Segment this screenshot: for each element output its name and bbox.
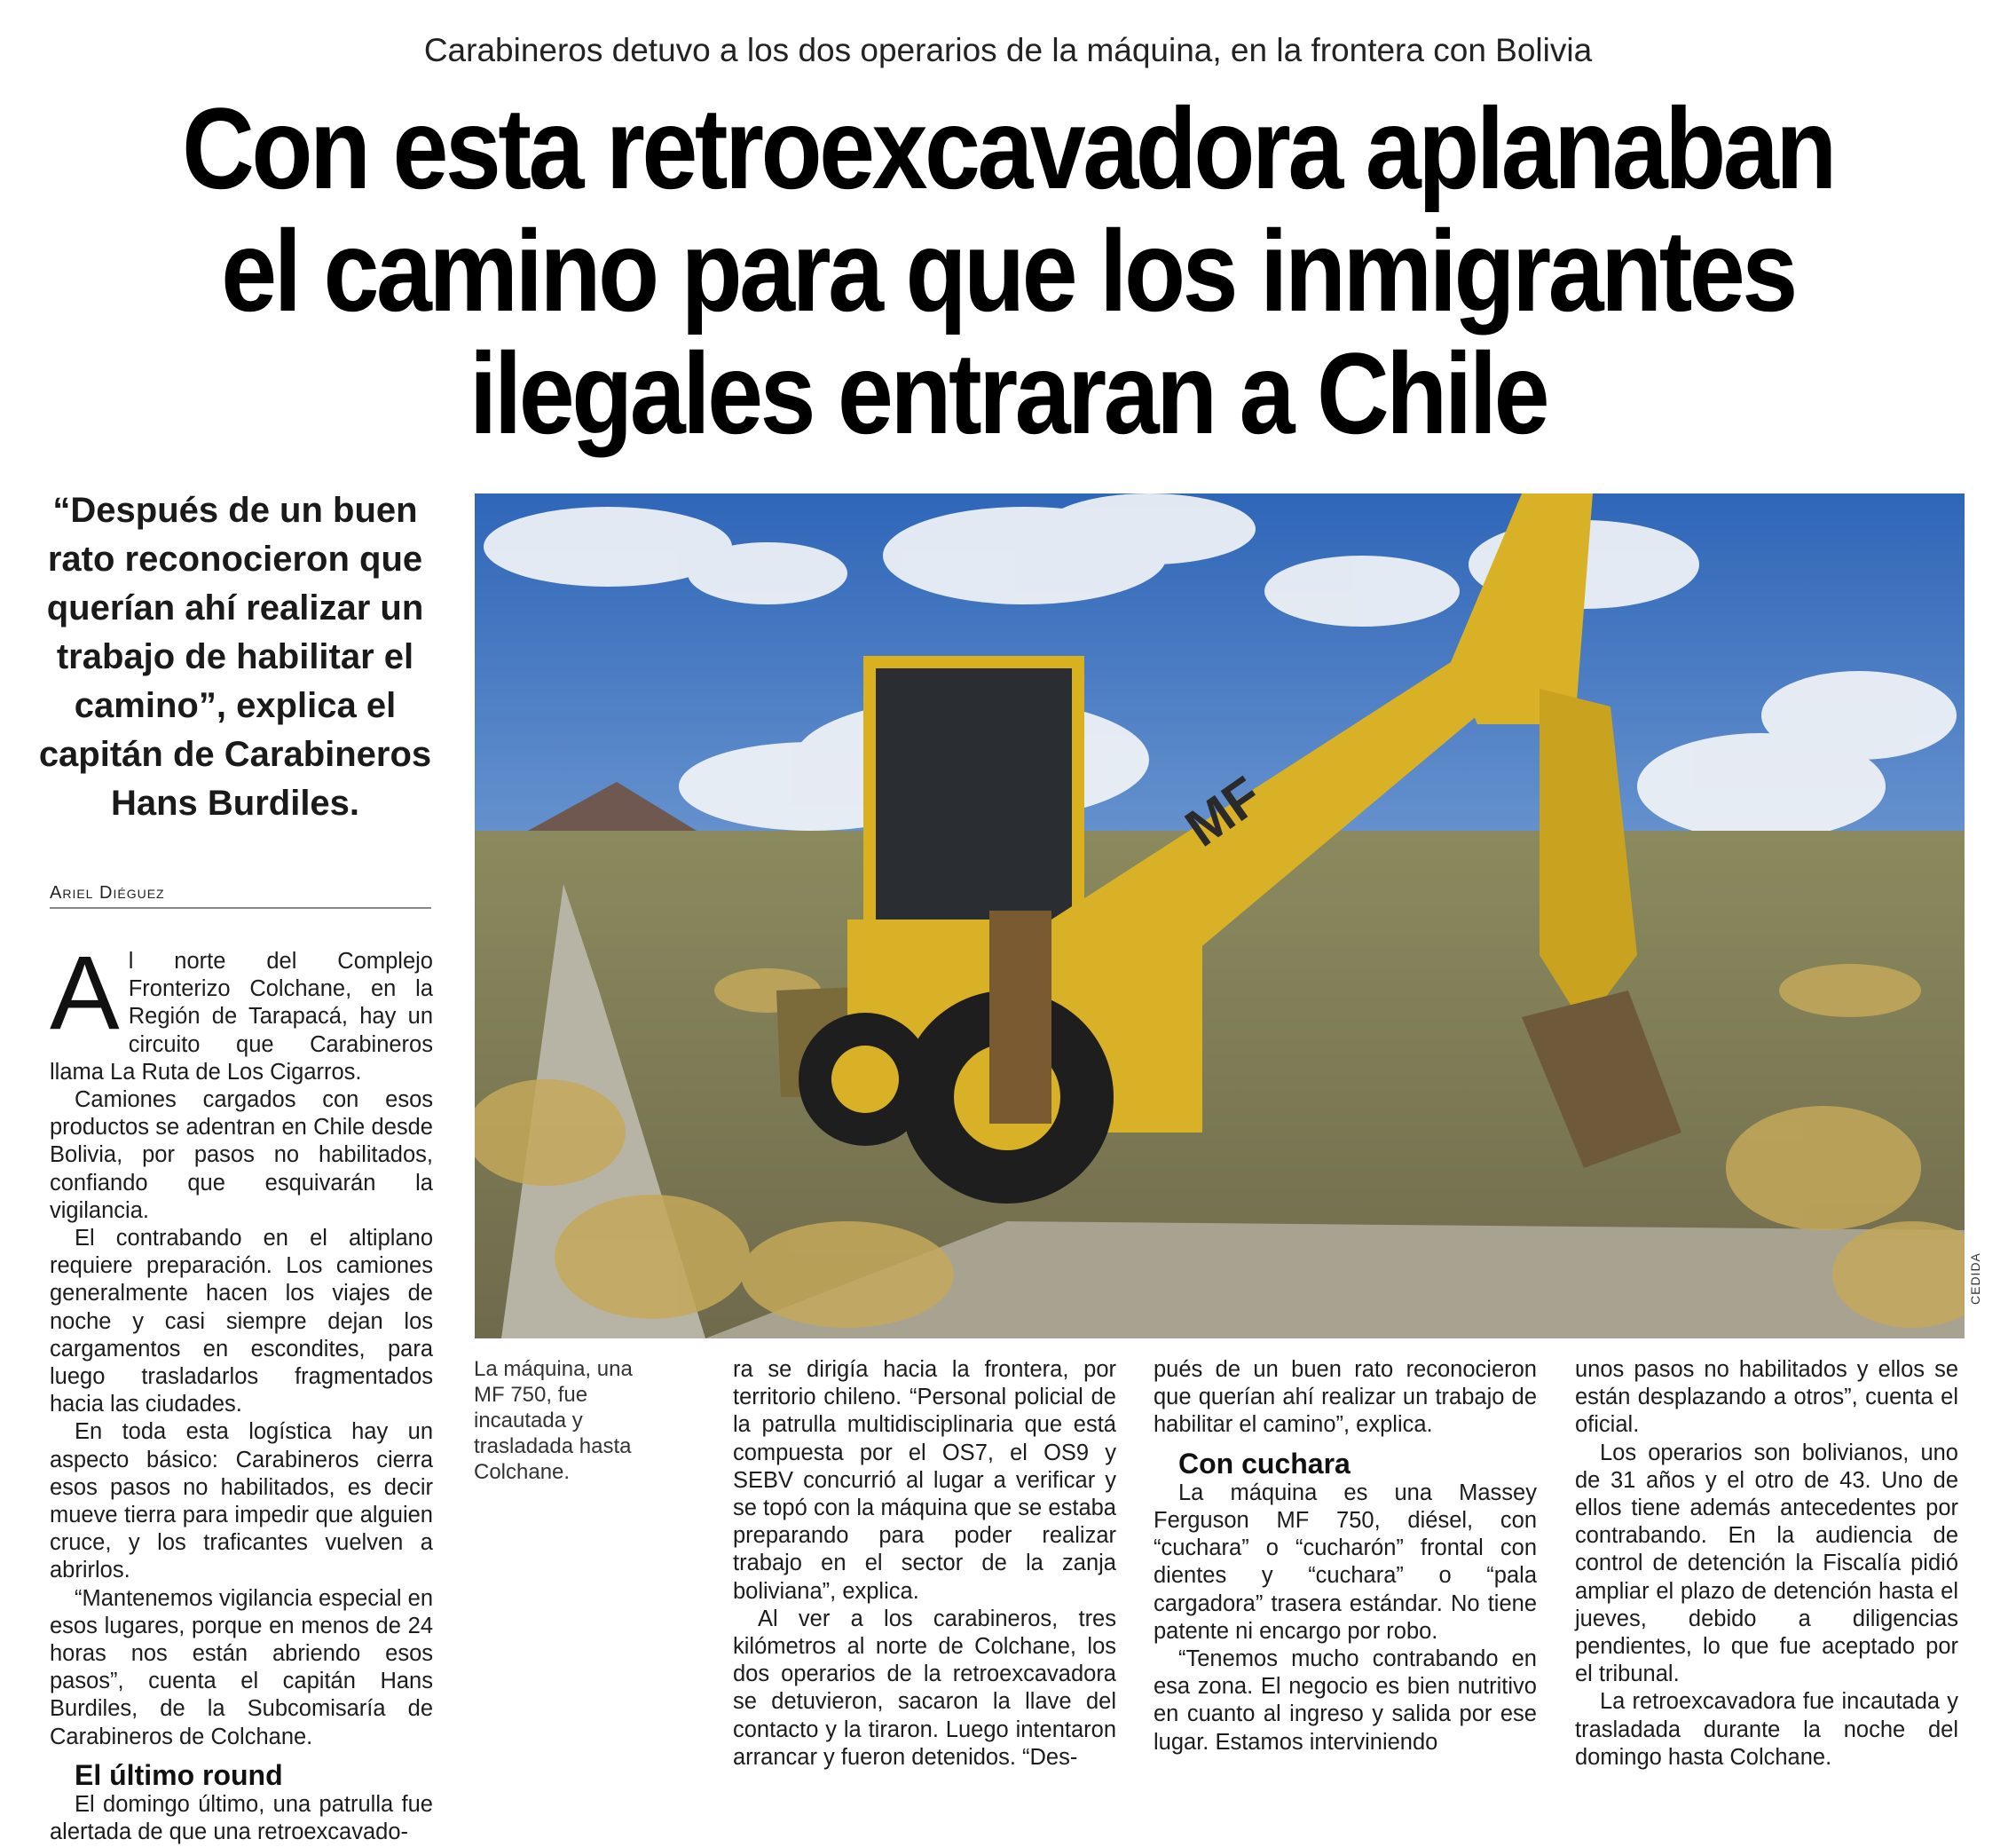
mf-logo: MF [1175, 765, 1272, 858]
byline: Ariel Diéguez [50, 883, 431, 909]
backhoe-photo [475, 493, 1965, 1338]
paragraph: Camiones cargados con esos productos se adentran en Chile desde Bolivia, por pasos no habilitados, confiando que esquivarán la vigilancia. [50, 1087, 433, 1223]
pull-quote: “Después de un buen rato reconocieron que querían ahí realizar un trabajo de habilitar el camino”, explica el capitán de Carabineros Hans Burdiles. [38, 491, 432, 823]
paragraph: El domingo último, una patrulla fue alertada de que una retroexcavado- [50, 1792, 433, 1845]
paragraph: Los operarios son bolivianos, uno de 31 años y el otro de 43. Uno de ellos tiene además antecedentes por contrabando. En la audiencia de control de detención la Fiscalía pidió ampliar el plazo de detención hasta el jueves, debido a diligencias pendientes, lo que fue aceptado por el tribunal. [1575, 1440, 1958, 1687]
headline-line-1: Con esta retroexcavadora aplanaban [182, 83, 1834, 213]
article-column-1 [50, 935, 433, 1847]
paragraph: “Mantenemos vigilancia especial en esos lugares, porque en menos de 24 horas nos están abriendo esos pasos”, cuenta el capitán Hans Burdiles, de la Subcomisaría de Carabineros de Colchane. [50, 1585, 433, 1749]
article-column-3 [1154, 1356, 1537, 1756]
paragraph-text: l norte del Complejo Fronterizo Colchane, en la Región de Tarapacá, hay un circuito que Carabineros llama La Ruta de Los Cigarros. [50, 949, 433, 1085]
paragraph: El contrabando en el altiplano requiere preparación. Los camiones generalmente hacen los viajes de noche y casi siempre dejan los cargamentos en escondites, para luego trasladarlos fragmentados hacia las ciudades. [50, 1226, 433, 1417]
paragraph: pués de un buen rato reconocieron que querían ahí realizar un trabajo de habilitar el camino”, explica. [1154, 1357, 1537, 1438]
paragraph: La retroexcavadora fue incautada y trasladada durante la noche del domingo hasta Colchane. [1575, 1689, 1958, 1770]
article-column-2 [733, 1356, 1116, 1772]
headline-line-2: el camino para que los inmigrantes [221, 206, 1795, 335]
article-column-4 [1575, 1356, 1958, 1772]
paragraph [50, 935, 433, 1086]
photo-credit: CEDIDA [1968, 1252, 1982, 1305]
photo-caption: La máquina, una MF 750, fue incautada y trasladada hasta Colchane. [474, 1357, 633, 1484]
kicker: Carabineros detuvo a los dos operarios de la máquina, en la frontera con Bolivia [423, 32, 1593, 68]
paragraph: Al ver a los carabineros, tres kilómetros al norte de Colchane, los dos operarios de la retroexcavadora se detuvieron, sacaron la llave del contacto y la tiraron. Luego intentaron arrancar y fueron detenidos. “Des- [733, 1606, 1116, 1770]
paragraph: ra se dirigía hacia la frontera, por territorio chileno. “Personal policial de la patrulla multidisciplinaria que está compuesta por el OS7, el OS9 y SEBV concurrió al lugar a verificar y se topó con la máquina que se estaba preparando para poder realizar trabajo en el sector de la zanja boliviana”, explica. [733, 1357, 1116, 1604]
paragraph: La máquina es una Massey Ferguson MF 750, diésel, con “cuchara” o “cucharón” frontal con dientes y “cuchara” o “pala cargadora” trasera estándar. No tiene patente ni encargo por robo. [1154, 1480, 1537, 1644]
paragraph: En toda esta logística hay un aspecto básico: Carabineros cierra esos pasos no habilitados, es decir mueve tierra para impedir que alguien cruce, y los traficantes vuelven a abrirlos. [50, 1419, 433, 1583]
paragraph: “Tenemos mucho contrabando en esa zona. El negocio es bien nutritivo en cuanto al ingreso y salida por ese lugar. Estamos interviniendo [1154, 1646, 1537, 1755]
subheading: Con cuchara [1178, 1447, 1351, 1480]
headline-line-3: ilegales entraran a Chile [469, 328, 1547, 458]
paragraph: unos pasos no habilitados y ellos se están desplazando a otros”, cuenta el oficial. [1575, 1357, 1958, 1438]
drop-cap: A [50, 935, 120, 1052]
headline [177, 83, 1839, 458]
subheading: El último round [75, 1758, 283, 1791]
